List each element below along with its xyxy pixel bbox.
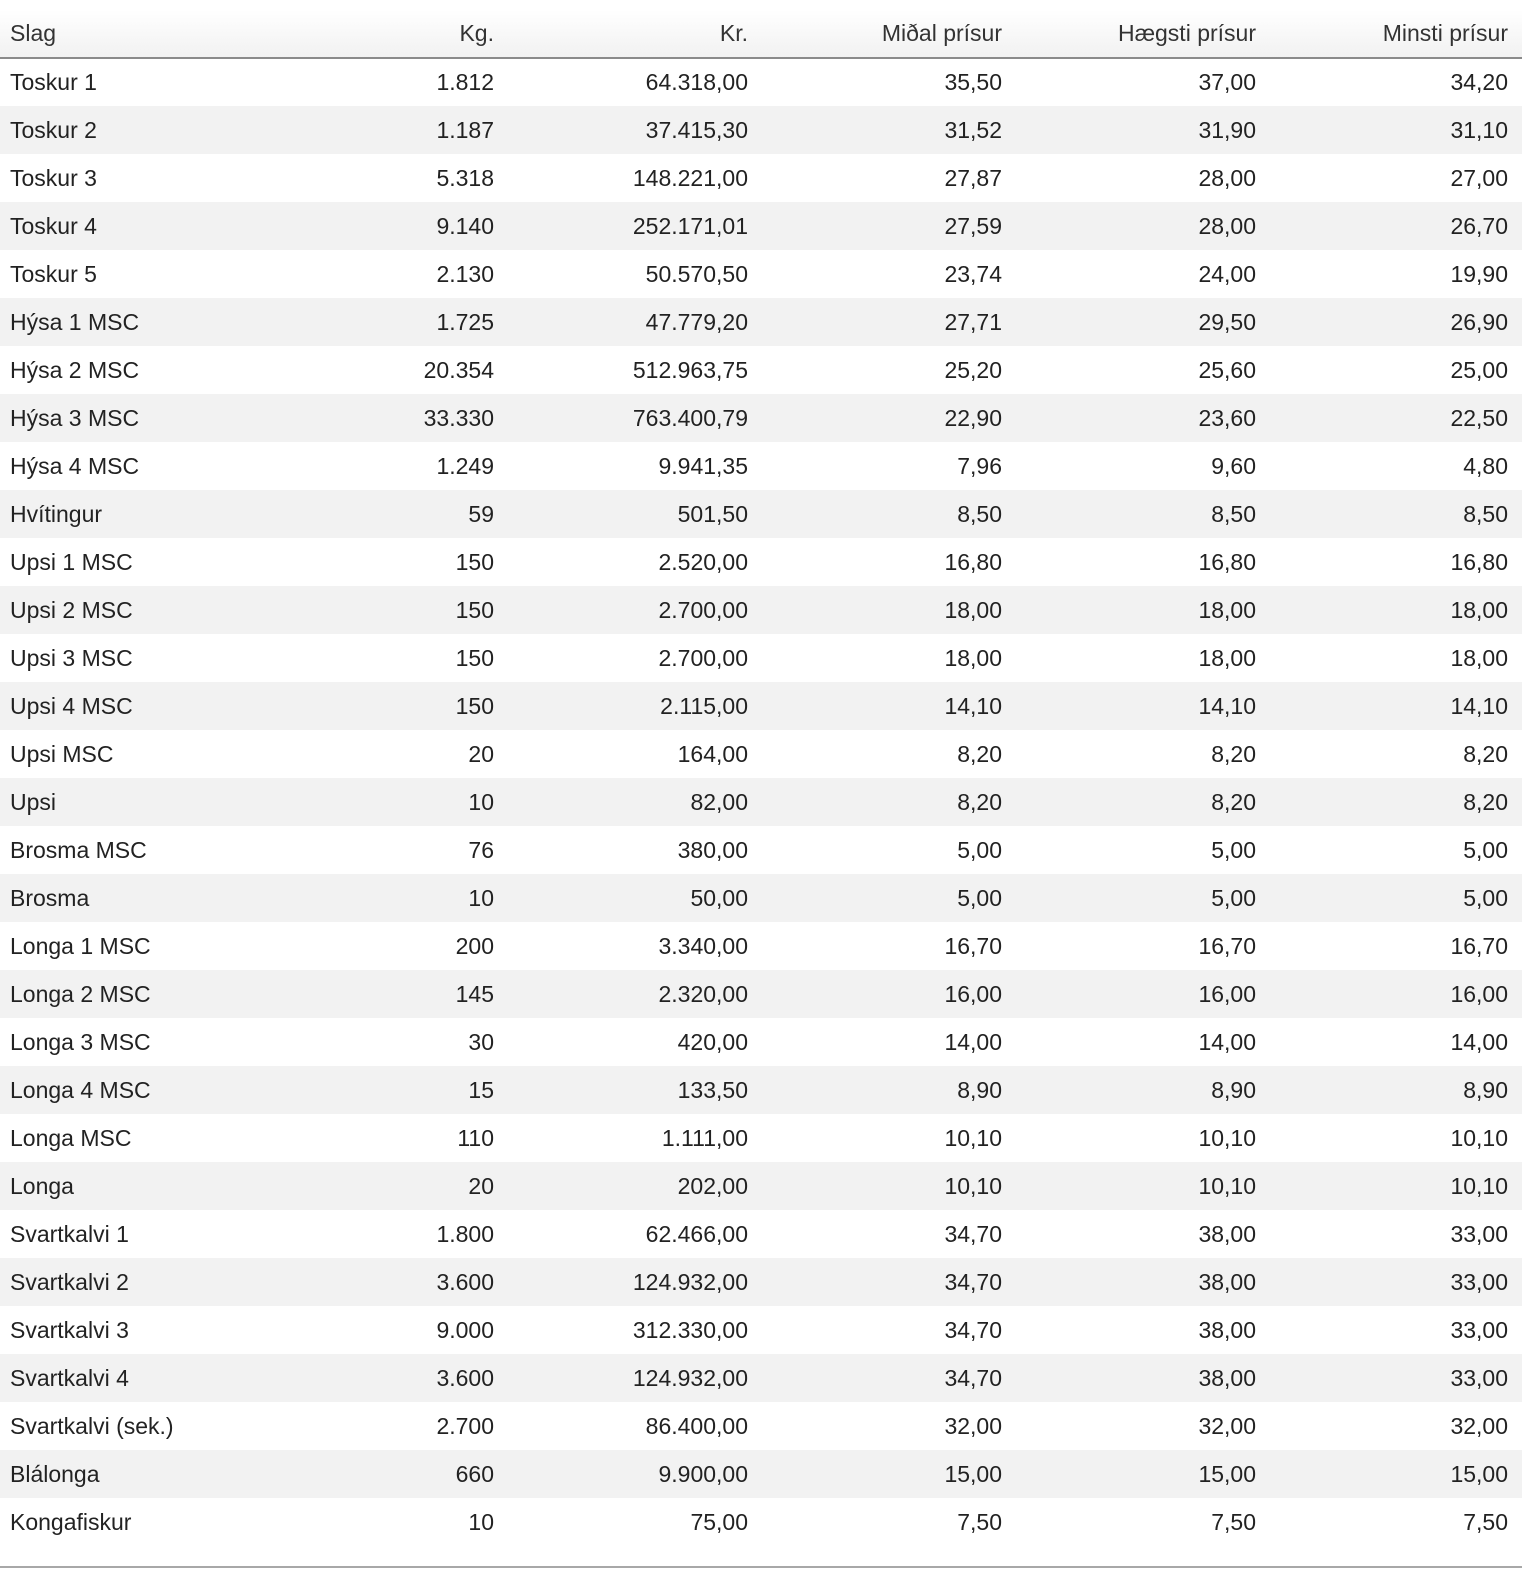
cell-kr: 9.941,35 [658,452,748,479]
cell-kr: 2.700,00 [658,644,748,671]
cell-slag: Svartkalvi 3 [10,1316,129,1343]
table-header-row [0,10,1522,58]
cell-lowest-price: 16,70 [1450,932,1508,959]
table-row [0,634,1522,682]
cell-average-price: 7,96 [957,452,1002,479]
cell-lowest-price: 33,00 [1450,1364,1508,1391]
cell-average-price: 8,20 [957,740,1002,767]
cell-lowest-price: 34,20 [1450,69,1508,95]
cell-slag: Toskur 1 [10,69,97,95]
cell-lowest-price: 14,10 [1450,692,1508,719]
cell-kg: 10 [468,788,494,815]
cell-lowest-price: 8,90 [1463,1076,1508,1103]
cell-lowest-price: 32,00 [1450,1412,1508,1439]
table-row [0,202,1522,250]
column-header-lowest-price[interactable]: Minsti prísur [1270,10,1522,58]
cell-average-price: 14,10 [944,692,1002,719]
cell-average-price: 10,10 [944,1124,1002,1151]
cell-highest-price: 28,00 [1198,164,1256,191]
cell-kr: 312.330,00 [632,1316,748,1343]
cell-lowest-price: 16,00 [1450,980,1508,1007]
table-row [0,970,1522,1018]
cell-average-price: 7,50 [957,1508,1002,1535]
cell-lowest-price: 5,00 [1463,884,1508,911]
cell-highest-price: 29,50 [1198,308,1256,335]
cell-kg: 1.800 [436,1220,494,1247]
cell-kr: 82,00 [690,788,748,815]
cell-slag: Upsi MSC [10,740,114,767]
cell-kg: 145 [455,980,494,1007]
cell-slag: Upsi 1 MSC [10,548,133,575]
cell-average-price: 5,00 [957,836,1002,863]
cell-kr: 1.111,00 [661,1124,748,1151]
cell-kr: 512.963,75 [632,356,748,383]
cell-kg: 1.187 [436,116,494,143]
cell-lowest-price: 22,50 [1450,404,1508,431]
cell-highest-price: 10,10 [1198,1124,1256,1151]
cell-highest-price: 32,00 [1198,1412,1256,1439]
cell-highest-price: 14,10 [1198,692,1256,719]
cell-lowest-price: 18,00 [1450,644,1508,671]
cell-highest-price: 25,60 [1198,356,1256,383]
cell-average-price: 10,10 [944,1172,1002,1199]
cell-kr: 164,00 [677,740,748,767]
cell-kg: 1.812 [436,69,494,95]
cell-lowest-price: 26,90 [1450,308,1508,335]
cell-average-price: 16,70 [944,932,1002,959]
cell-slag: Svartkalvi (sek.) [10,1412,174,1439]
column-header-average-price[interactable]: Miðal prísur [762,10,1016,58]
cell-lowest-price: 10,10 [1450,1172,1508,1199]
cell-kr: 37.415,30 [645,116,748,143]
price-table [0,10,1522,1546]
table-row [0,154,1522,202]
table-header [0,10,1522,58]
cell-average-price: 8,50 [957,500,1002,527]
cell-slag: Hýsa 2 MSC [10,356,140,383]
column-header-highest-price[interactable]: Hægsti prísur [1016,10,1270,58]
table-row [0,538,1522,586]
cell-highest-price: 38,00 [1198,1220,1256,1247]
cell-highest-price: 5,00 [1211,836,1256,863]
cell-slag: Brosma [10,884,90,911]
cell-average-price: 8,20 [957,788,1002,815]
cell-highest-price: 7,50 [1211,1508,1256,1535]
cell-average-price: 27,87 [944,164,1002,191]
cell-highest-price: 38,00 [1198,1316,1256,1343]
cell-kr: 420,00 [677,1028,748,1055]
cell-kg: 110 [457,1124,494,1151]
cell-slag: Toskur 5 [10,260,97,287]
table-row [0,1306,1522,1354]
column-header-kr[interactable]: Kr. [508,10,762,58]
cell-kr: 47.779,20 [645,308,748,335]
cell-average-price: 15,00 [944,1460,1002,1487]
cell-slag: Hýsa 1 MSC [10,308,140,335]
cell-kr: 2.320,00 [658,980,748,1007]
cell-average-price: 18,00 [944,644,1002,671]
cell-highest-price: 31,90 [1198,116,1256,143]
cell-kr: 50,00 [690,884,748,911]
cell-kr: 124.932,00 [632,1268,748,1295]
cell-kr: 2.700,00 [658,596,748,623]
cell-kg: 2.700 [436,1412,494,1439]
cell-lowest-price: 8,20 [1463,740,1508,767]
table-row [0,1450,1522,1498]
cell-highest-price: 9,60 [1211,452,1256,479]
table-row [0,1258,1522,1306]
cell-kr: 62.466,00 [645,1220,748,1247]
table-row [0,778,1522,826]
cell-highest-price: 5,00 [1211,884,1256,911]
cell-slag: Blálonga [10,1460,100,1487]
cell-average-price: 22,90 [944,404,1002,431]
cell-kg: 76 [468,836,494,863]
cell-lowest-price: 19,90 [1450,260,1508,287]
cell-kg: 3.600 [436,1364,494,1391]
cell-slag: Hýsa 4 MSC [10,452,140,479]
cell-kg: 150 [455,692,494,719]
cell-kg: 660 [455,1460,494,1487]
cell-lowest-price: 10,10 [1450,1124,1508,1151]
column-header-kg[interactable]: Kg. [254,10,508,58]
cell-lowest-price: 26,70 [1450,212,1508,239]
cell-lowest-price: 15,00 [1450,1460,1508,1487]
cell-kg: 10 [468,1508,494,1535]
cell-lowest-price: 14,00 [1450,1028,1508,1055]
cell-slag: Upsi 2 MSC [10,596,133,623]
cell-slag: Longa 1 MSC [10,932,151,959]
cell-lowest-price: 27,00 [1450,164,1508,191]
cell-highest-price: 37,00 [1198,69,1256,95]
cell-average-price: 16,80 [944,548,1002,575]
cell-highest-price: 15,00 [1198,1460,1256,1487]
cell-highest-price: 8,50 [1211,500,1256,527]
cell-kr: 64.318,00 [645,69,748,95]
table-row [0,1210,1522,1258]
cell-kg: 59 [468,500,494,527]
cell-average-price: 14,00 [944,1028,1002,1055]
cell-lowest-price: 8,20 [1463,788,1508,815]
cell-lowest-price: 25,00 [1450,356,1508,383]
cell-lowest-price: 4,80 [1463,452,1508,479]
cell-kg: 150 [455,548,494,575]
cell-highest-price: 18,00 [1198,644,1256,671]
cell-highest-price: 18,00 [1198,596,1256,623]
cell-highest-price: 38,00 [1198,1364,1256,1391]
cell-highest-price: 8,90 [1211,1076,1256,1103]
cell-slag: Upsi 3 MSC [10,644,133,671]
cell-highest-price: 8,20 [1211,740,1256,767]
cell-kg: 150 [455,596,494,623]
cell-kg: 20 [468,1172,494,1199]
cell-kg: 9.000 [436,1316,494,1343]
cell-kr: 2.520,00 [658,548,748,575]
cell-lowest-price: 8,50 [1463,500,1508,527]
cell-slag: Longa 3 MSC [10,1028,151,1055]
cell-slag: Upsi [10,788,57,815]
cell-average-price: 23,74 [944,260,1002,287]
cell-kr: 124.932,00 [632,1364,748,1391]
cell-highest-price: 14,00 [1198,1028,1256,1055]
cell-kg: 20 [468,740,494,767]
cell-average-price: 27,59 [944,212,1002,239]
table-row [0,250,1522,298]
table-row [0,586,1522,634]
cell-kr: 9.900,00 [658,1460,748,1487]
cell-lowest-price: 33,00 [1450,1268,1508,1295]
cell-highest-price: 38,00 [1198,1268,1256,1295]
cell-highest-price: 23,60 [1198,404,1256,431]
table-row [0,1162,1522,1210]
cell-average-price: 18,00 [944,596,1002,623]
cell-kr: 252.171,01 [632,212,748,239]
cell-kr: 133,50 [677,1076,748,1103]
cell-kr: 202,00 [677,1172,748,1199]
cell-slag: Brosma MSC [10,836,147,863]
cell-average-price: 27,71 [944,308,1002,335]
table-row [0,874,1522,922]
table-row [0,1498,1522,1546]
cell-highest-price: 16,80 [1198,548,1256,575]
cell-slag: Longa [10,1172,74,1199]
cell-average-price: 5,00 [957,884,1002,911]
table-row [0,922,1522,970]
cell-kr: 501,50 [677,500,748,527]
cell-average-price: 32,00 [944,1412,1002,1439]
cell-slag: Kongafiskur [10,1508,132,1535]
table-row [0,346,1522,394]
cell-kg: 150 [455,644,494,671]
cell-lowest-price: 5,00 [1463,836,1508,863]
cell-average-price: 8,90 [957,1076,1002,1103]
table-row [0,826,1522,874]
cell-average-price: 34,70 [944,1220,1002,1247]
cell-slag: Svartkalvi 2 [10,1268,129,1295]
cell-kg: 20.354 [423,356,494,383]
cell-kr: 50.570,50 [645,260,748,287]
cell-kr: 763.400,79 [632,404,748,431]
cell-kg: 3.600 [436,1268,494,1295]
price-table-container [0,10,1522,1546]
cell-lowest-price: 16,80 [1450,548,1508,575]
table-row [0,298,1522,346]
cell-kg: 30 [468,1028,494,1055]
cell-kr: 75,00 [690,1508,748,1535]
cell-average-price: 25,20 [944,356,1002,383]
table-row [0,1114,1522,1162]
cell-average-price: 35,50 [944,69,1002,95]
column-header-slag[interactable]: Slag [0,10,254,58]
cell-slag: Hýsa 3 MSC [10,404,140,431]
cell-kr: 86.400,00 [645,1412,748,1439]
cell-slag: Longa MSC [10,1124,132,1151]
table-row [0,682,1522,730]
cell-slag: Toskur 2 [10,116,97,143]
cell-kg: 5.318 [436,164,494,191]
table-bottom-divider [0,1566,1522,1568]
cell-highest-price: 24,00 [1198,260,1256,287]
table-row [0,442,1522,490]
table-row [0,394,1522,442]
table-row [0,1402,1522,1450]
cell-highest-price: 16,00 [1198,980,1256,1007]
cell-lowest-price: 33,00 [1450,1316,1508,1343]
table-row [0,1018,1522,1066]
cell-average-price: 16,00 [944,980,1002,1007]
cell-slag: Longa 4 MSC [10,1076,151,1103]
table-row [0,1354,1522,1402]
cell-average-price: 34,70 [944,1268,1002,1295]
cell-lowest-price: 18,00 [1450,596,1508,623]
cell-kg: 9.140 [436,212,494,239]
cell-highest-price: 16,70 [1198,932,1256,959]
cell-kr: 380,00 [677,836,748,863]
cell-kg: 33.330 [423,404,494,431]
cell-kg: 1.725 [436,308,494,335]
table-row [0,1066,1522,1114]
cell-kr: 2.115,00 [660,692,748,719]
cell-slag: Svartkalvi 4 [10,1364,129,1391]
table-row [0,106,1522,154]
cell-kg: 2.130 [436,260,494,287]
table-row [0,58,1522,106]
cell-slag: Svartkalvi 1 [10,1220,129,1247]
table-row [0,490,1522,538]
cell-lowest-price: 33,00 [1450,1220,1508,1247]
cell-highest-price: 10,10 [1198,1172,1256,1199]
cell-kg: 1.249 [436,452,494,479]
table-body [0,58,1522,1546]
cell-average-price: 31,52 [944,116,1002,143]
cell-kg: 10 [468,884,494,911]
cell-average-price: 34,70 [944,1316,1002,1343]
table-row [0,730,1522,778]
cell-kg: 15 [468,1076,494,1103]
cell-average-price: 34,70 [944,1364,1002,1391]
cell-lowest-price: 31,10 [1450,116,1508,143]
cell-kr: 148.221,00 [632,164,748,191]
cell-lowest-price: 7,50 [1463,1508,1508,1535]
cell-kg: 200 [455,932,494,959]
cell-slag: Longa 2 MSC [10,980,151,1007]
cell-highest-price: 8,20 [1211,788,1256,815]
cell-kr: 3.340,00 [658,932,748,959]
cell-highest-price: 28,00 [1198,212,1256,239]
cell-slag: Hvítingur [10,500,103,527]
cell-slag: Toskur 4 [10,212,97,239]
cell-slag: Upsi 4 MSC [10,692,133,719]
cell-slag: Toskur 3 [10,164,97,191]
